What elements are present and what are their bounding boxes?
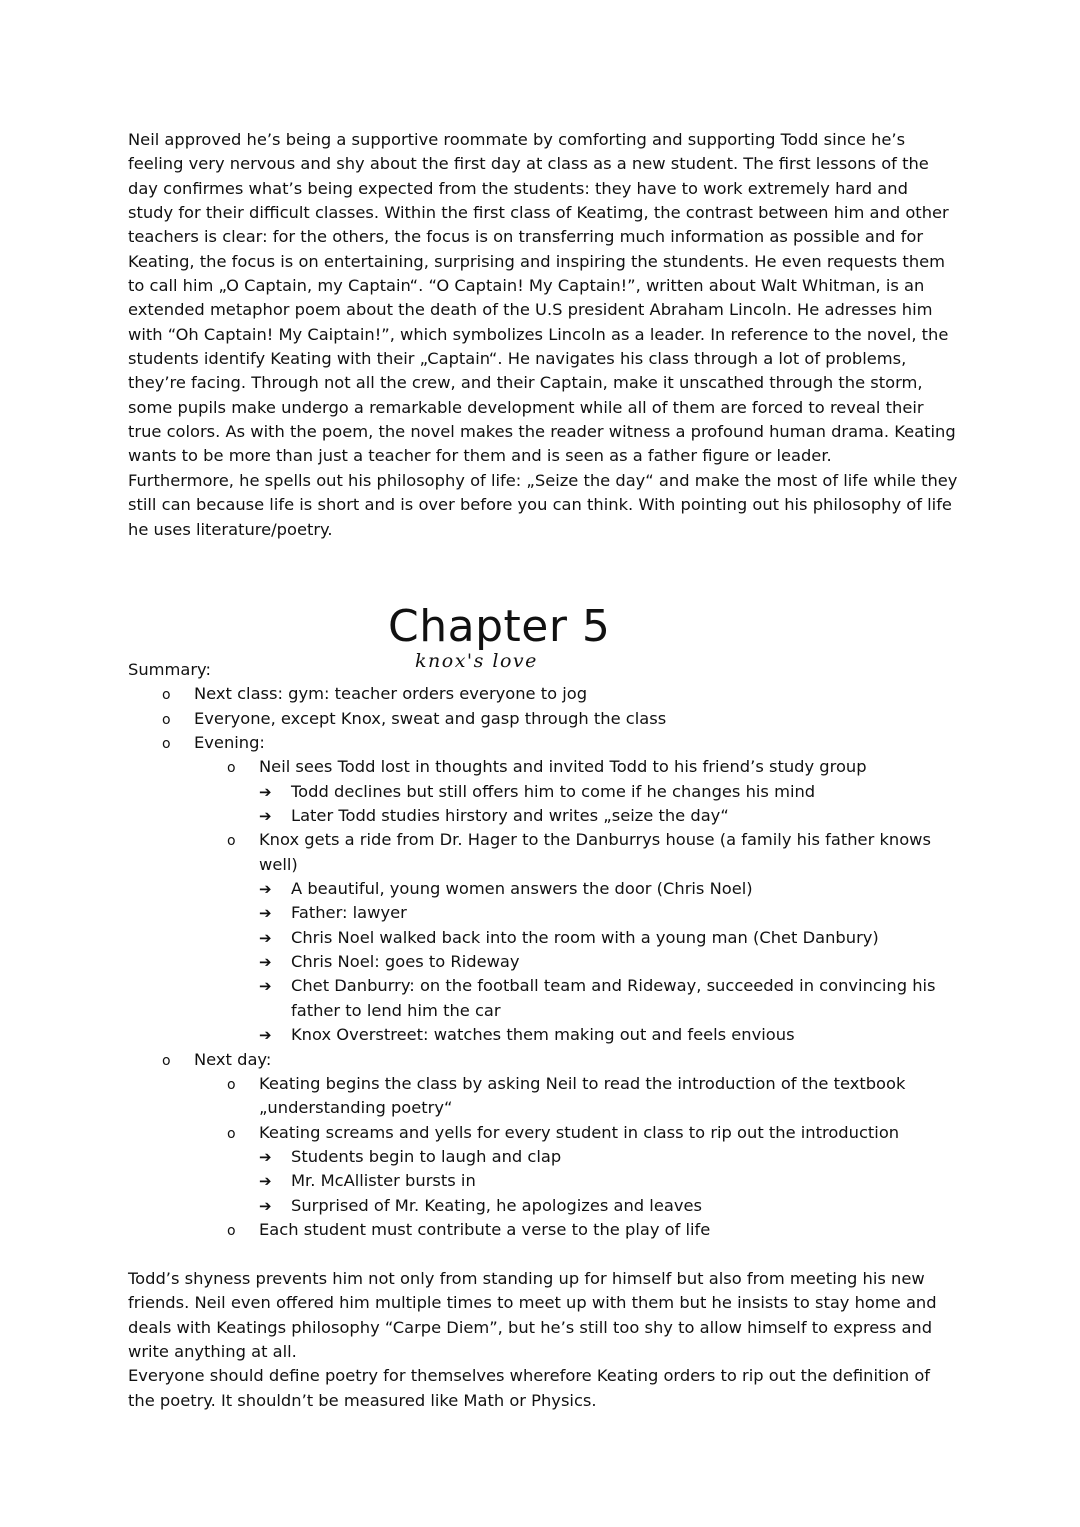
- arrow-icon: ➔: [259, 880, 272, 899]
- list-item-text: Students begin to laugh and clap: [291, 1146, 562, 1166]
- summary-section: [128, 658, 958, 1242]
- list-item-continuation: well): [259, 854, 298, 874]
- intro-section: [128, 128, 958, 542]
- arrow-icon: ➔: [259, 1196, 272, 1215]
- list-item: [128, 731, 958, 755]
- bullet-icon: o: [162, 687, 171, 704]
- list-item-text: Todd declines but still offers him to come if he changes his mind: [291, 781, 816, 801]
- list-item-text: Everyone, except Knox, sweat and gasp through the class: [194, 708, 667, 728]
- list-item: [128, 950, 958, 974]
- list-item: [128, 1048, 958, 1072]
- arrow-icon: ➔: [259, 1026, 272, 1045]
- arrow-icon: ➔: [259, 782, 272, 801]
- list-item: [128, 1169, 958, 1193]
- arrow-icon: ➔: [259, 928, 272, 947]
- list-item: [128, 877, 958, 901]
- list-item: [128, 1023, 958, 1047]
- list-item-text: Surprised of Mr. Keating, he apologizes and leaves: [291, 1195, 702, 1215]
- bullet-icon: o: [162, 1052, 171, 1069]
- list-item-continuation: father to lend him the car: [291, 1000, 501, 1020]
- closing-paragraph-1: Todd’s shyness prevents him not only from standing up for himself but also from meeting his new friends. Neil even offered him multiple times to meet up with them but he insists to stay home and deals with Keatings philosophy “Carpe Diem”, but he’s still too shy to allow himself to express and write anything at all.: [128, 1269, 937, 1362]
- list-item-text: Knox Overstreet: watches them making out and feels envious: [291, 1025, 795, 1045]
- chapter-title: Chapter 5: [388, 601, 611, 652]
- list-item: [128, 974, 958, 998]
- list-item: [128, 682, 958, 706]
- list-item: [128, 1121, 958, 1145]
- arrow-icon: ➔: [259, 977, 272, 996]
- arrow-icon: ➔: [259, 807, 272, 826]
- arrow-icon: ➔: [259, 904, 272, 923]
- closing-paragraph-2: Everyone should define poetry for themselves wherefore Keating orders to rip out the definition of the poetry. It shouldn’t be measured like Math or Physics.: [128, 1366, 931, 1410]
- list-item: [128, 926, 958, 950]
- list-item-text: Chet Danburry: on the football team and Rideway, succeeded in convincing his: [291, 976, 936, 996]
- list-item-text: Keating begins the class by asking Neil to read the introduction of the textbook: [259, 1073, 906, 1093]
- handwritten-subtitle: knox's love: [415, 650, 538, 672]
- closing-section: [128, 1267, 958, 1413]
- list-item-text: Each student must contribute a verse to the play of life: [259, 1219, 711, 1239]
- arrow-icon: ➔: [259, 953, 272, 972]
- list-item: [128, 1218, 958, 1242]
- list-item: [128, 1145, 958, 1169]
- bullet-icon: o: [227, 760, 236, 777]
- list-item: [128, 780, 958, 804]
- bullet-icon: o: [162, 736, 171, 753]
- list-item-text: Neil sees Todd lost in thoughts and invited Todd to his friend’s study group: [259, 757, 867, 777]
- arrow-icon: ➔: [259, 1172, 272, 1191]
- list-item-text: Chris Noel walked back into the room with a young man (Chet Danbury): [291, 927, 879, 947]
- bullet-icon: o: [162, 711, 171, 728]
- list-item: [128, 804, 958, 828]
- summary-label: Summary:: [128, 660, 211, 679]
- list-item: [128, 1072, 958, 1096]
- intro-paragraph-2: Furthermore, he spells out his philosophy of life: „Seize the day“ and make the most of life while they still can because life is short and is over before you can think. With pointing out his philosophy of life he uses literature/poetry.: [128, 470, 958, 539]
- list-item-text: Later Todd studies hirstory and writes „seize the day“: [291, 806, 729, 826]
- list-item-text: Chris Noel: goes to Rideway: [291, 952, 520, 972]
- list-item-text: Evening:: [194, 733, 265, 753]
- bullet-icon: o: [227, 833, 236, 850]
- list-item-text: Next day:: [194, 1049, 272, 1069]
- bullet-icon: o: [227, 1125, 236, 1142]
- list-item-text: A beautiful, young women answers the door (Chris Noel): [291, 879, 753, 899]
- arrow-icon: ➔: [259, 1147, 272, 1166]
- list-item: [128, 1194, 958, 1218]
- list-item: [128, 828, 958, 852]
- list-item-text: Mr. McAllister bursts in: [291, 1171, 476, 1191]
- list-item: [128, 901, 958, 925]
- list-item-continuation: „understanding poetry“: [259, 1098, 453, 1118]
- bullet-icon: o: [227, 1076, 236, 1093]
- list-item: [128, 707, 958, 731]
- list-item: [128, 755, 958, 779]
- list-item-text: Next class: gym: teacher orders everyone to jog: [194, 684, 588, 704]
- list-item-text: Knox gets a ride from Dr. Hager to the Danburrys house (a family his father knows: [259, 830, 931, 850]
- list-item-text: Father: lawyer: [291, 903, 407, 923]
- bullet-icon: o: [227, 1222, 236, 1239]
- intro-paragraph-1: Neil approved he’s being a supportive roommate by comforting and supporting Todd since he’s feeling very nervous and shy about the first day at class as a new student. The first lessons of the day confirmes what’s being expected from the students: they have to work extremely hard and study for their difficult classes. Within the first class of Keatimg, the contrast between him and other teachers is clear: for the others, the focus is on transferring much information as possible and for Keating, the focus is on entertaining, surprising and inspiring the stundents. He even requests them to call him „O Captain, my Captain“. “O Captain! My Captain!”, written about Walt Whitman, is an extended metaphor poem about the death of the U.S president Abraham Lincoln. He adresses him with “Oh Captain! My Caiptain!”, which symbolizes Lincoln as a leader. In reference to the novel, the students identify Keating with their „Captain“. He navigates his class through a lot of problems, they’re facing. Through not all the crew, and their Captain, make it unscathed through the storm, some pupils make undergo a remarkable development while all of them are forced to reveal their true colors. As with the poem, the novel makes the reader witness a profound human drama. Keating wants to be more than just a teacher for them and is seen as a father figure or leader.: [128, 130, 956, 466]
- list-item-text: Keating screams and yells for every student in class to rip out the introduction: [259, 1122, 900, 1142]
